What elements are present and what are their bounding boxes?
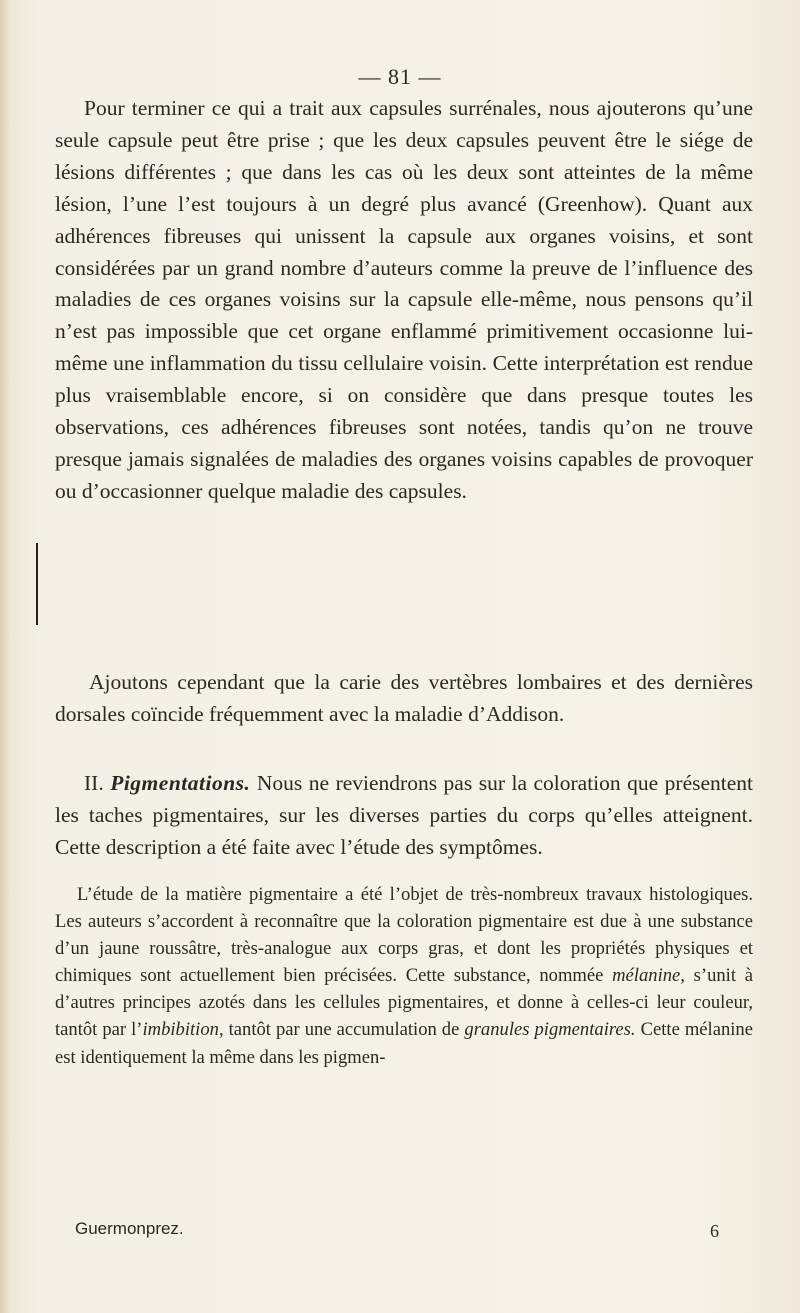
text-segment: L’étude de la matière pigmentaire a été l’objet de très-nombreux travaux histologiques. Les auteurs s’accordent à reconnaître que la coloration pigmentaire est due à une substance d’un jaune roussâtre, très-analogue aux corps gras, et dont les propriétés physiques et chimiques sont actuellement bien précisées. Cette substance, nommée <box>55 884 753 987</box>
term-imbibition: imbibition, <box>142 1019 224 1041</box>
paragraph-matiere-pigmentaire <box>55 881 753 1071</box>
term-granules: granules pigmentaires. <box>464 1019 636 1041</box>
text-segment: Cette mélanine est identiquement la même dans les pigmen- <box>55 1019 753 1068</box>
term-melanine: mélanine, <box>612 965 685 987</box>
signature-mark: 6 <box>710 1221 719 1241</box>
page-footer <box>75 1219 719 1239</box>
paragraph-capsules: Pour terminer ce qui a trait aux capsules surrénales, nous ajouterons qu’une seule capsule peut être prise ; que les deux capsules peuvent être le siége de lésions différentes ; que dans les cas où les deux sont atteintes de la même lésion, l’une l’est toujours à un degré plus avancé (Greenhow). Quant aux adhérences fibreuses qui unissent la capsule aux organes voisins, et sont considérées par un grand nombre d’auteurs comme la preuve de l’influence des maladies de ces organes voisins sur la capsule elle-même, nous pensons qu’il n’est pas impossible que cet organe enflammé primitivement occasionne lui-même une inflammation du tissu cellulaire voisin. Cette interprétation est rendue plus vraisemblable encore, si on considère que dans presque toutes les observations, ces adhérences fibreuses sont notées, tandis qu’on ne trouve presque jamais signalées de maladies des organes voisins capables de provoquer ou d’occasionner quelque maladie des capsules. <box>55 96 753 503</box>
section-number: II. <box>84 771 104 795</box>
paragraph-pigmentations <box>55 768 753 864</box>
page-number: — 81 — <box>358 64 442 89</box>
page-edge-shadow <box>0 0 10 1313</box>
margin-mark <box>36 543 38 625</box>
text-segment: s’unit à d’autres principes azotés dans les cellules pigmentaires, et donne à celles-ci leur couleur, tantôt par l’ <box>55 965 753 1041</box>
section-body: Nous ne reviendrons pas sur la coloration que présentent les taches pigmentaires, sur les diverses parties du corps qu’elles atteignent. Cette description a été faite avec l’étude des symptômes. <box>55 771 754 859</box>
paragraph-vertebres: Ajoutons cependant que la carie des vertèbres lombaires et des dernières dorsales coïncide fréquemment avec la maladie d’Addison. <box>55 670 753 726</box>
footer-author: Guermonprez. <box>75 1219 184 1238</box>
text-segment: tantôt par une accumulation de <box>228 1019 460 1041</box>
section-heading: Pigmentations. <box>110 771 251 795</box>
